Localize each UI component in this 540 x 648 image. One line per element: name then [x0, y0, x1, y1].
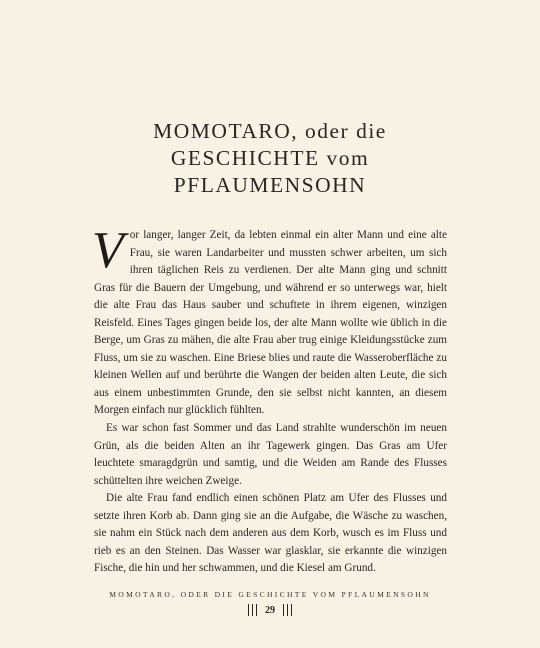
- paragraph-1: [92, 222, 447, 420]
- chapter-title: [0, 118, 540, 199]
- paragraph-1-text: or langer, langer Zeit, da lebten einmal ein alter Mann und eine alte Frau, sie waren Landarbeiter und mussten schwer arbeiten, um sich ihren täglichen Reis zu verdienen. Der alte Mann ging und schnitt Gras für die Bauern der Umgebung, und während er so unterwegs war, hielt die alte Frau das Haus sauber und schuftete in ihrem eigenen, winzigen Reisfeld. Eines Tages gingen beide los, der alte Mann wollte wie üblich in die Berge, um Gras zu mähen, die alte Frau aber trug einige Kleidungsstücke zum Fluss, um sie zu waschen. Eine Briese blies und raute die Wasseroberfläche zu kleinen Wellen auf und berührte die Wangen der beiden alten Leute, die sich aus einem unbestimmten Grunde, den sie selbst nicht kannten, an diesem Morgen einfach nur glücklich fühlten.: [94, 229, 447, 417]
- body-text: [92, 222, 447, 578]
- folio-ornament-right: [282, 604, 294, 616]
- page-folio: [0, 604, 540, 616]
- running-head: MOMOTARO, ODER DIE GESCHICHTE VOM PFLAUMENSOHN: [109, 590, 431, 599]
- page-number: 29: [265, 604, 275, 616]
- chapter-title-line-2: GESCHICHTE vom: [170, 146, 370, 170]
- chapter-title-line-1: MOMOTARO, oder die: [153, 119, 387, 143]
- drop-cap: V: [92, 222, 124, 279]
- paragraph-3: Die alte Frau fand endlich einen schönen Platz am Ufer des Flusses und setzte ihren Korb ab. Dann ging sie an die Aufgabe, die Wäsche zu waschen, sie nahm ein Stück nach dem anderen aus dem Korb, wusch es im Fluss und rieb es an den Steinen. Das Wasser war glasklar, sie erkannte die winzigen Fische, die hin und her schwammen, und die Kiesel am Grund.: [94, 492, 447, 575]
- paragraph-2: Es war schon fast Sommer und das Land strahlte wunderschön im neuen Grün, als die beiden Alten an ihr Tagewerk gingen. Das Gras am Ufer leuchtete smaragdgrün und samtig, und die Weiden am Rande des Flusses schüttelten ihre weichen Zweige.: [94, 422, 447, 487]
- folio-ornament-left: [247, 604, 259, 616]
- chapter-title-line-3: PFLAUMENSOHN: [173, 173, 367, 197]
